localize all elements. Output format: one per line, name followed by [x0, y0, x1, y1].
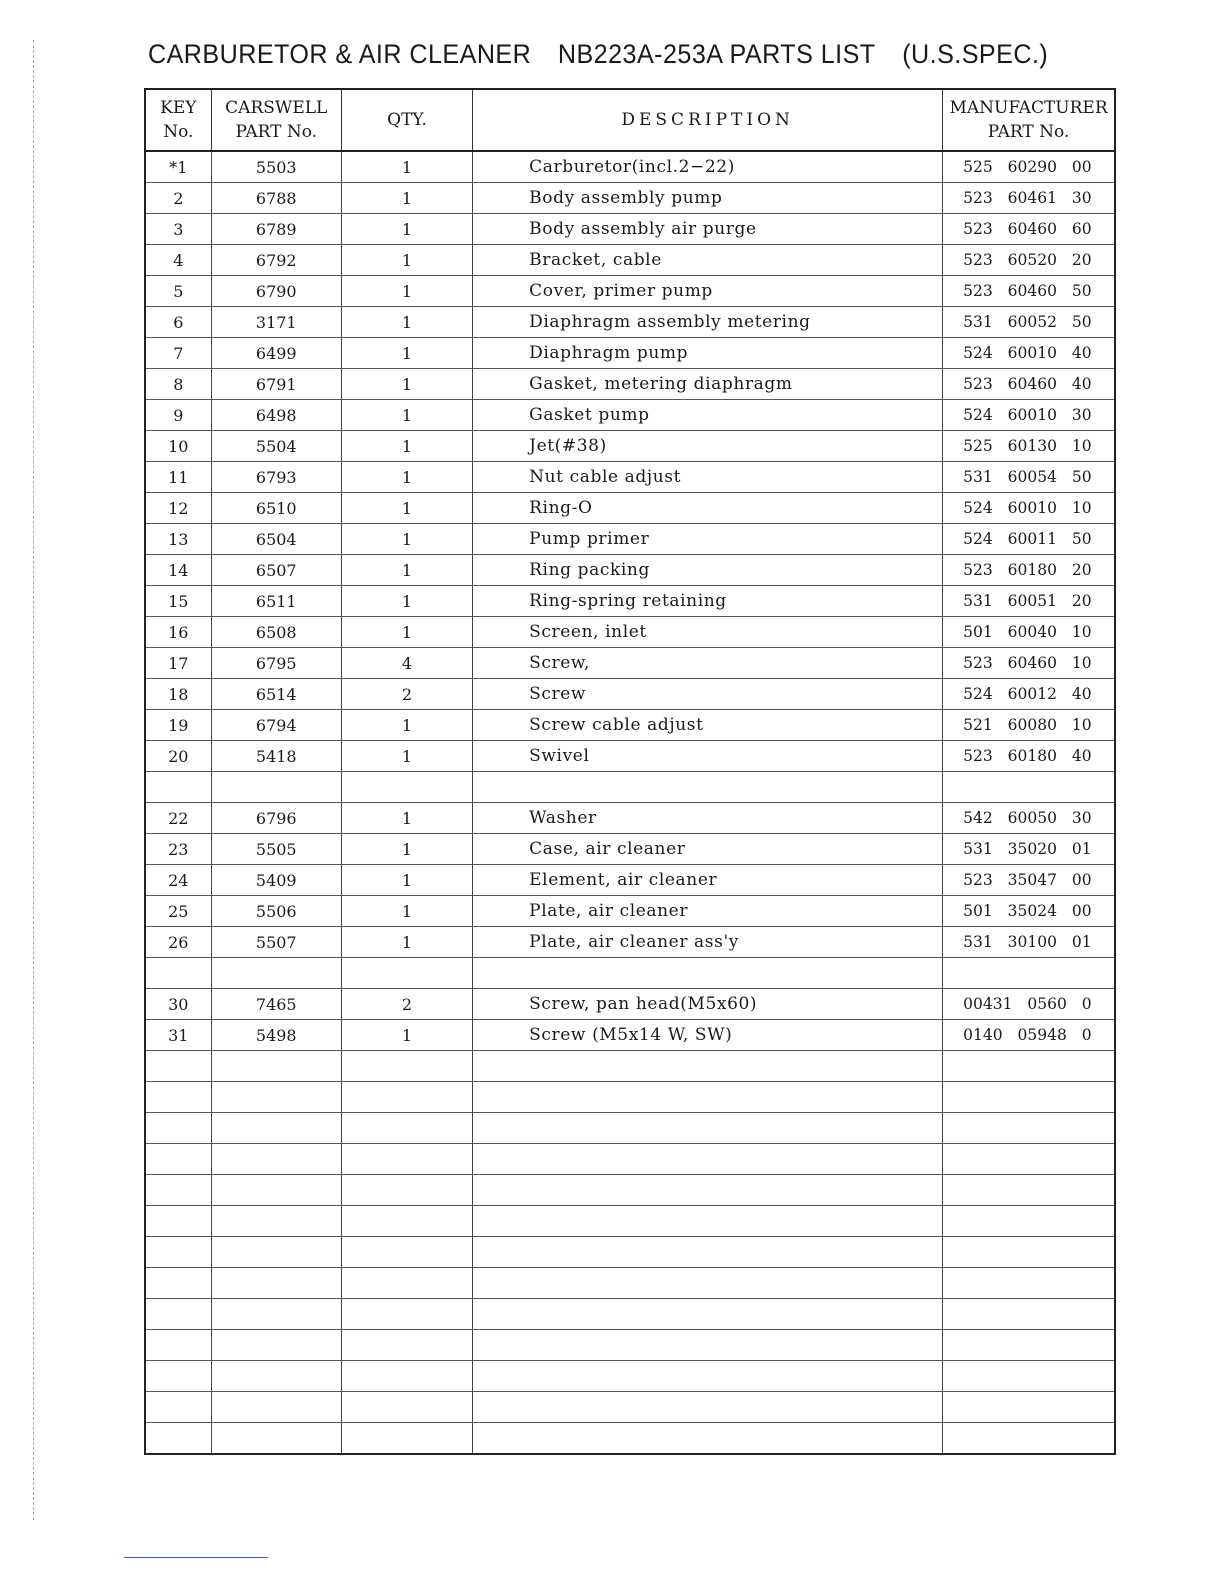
key-no-cell: 4 [145, 245, 211, 276]
key-no-cell: 13 [145, 524, 211, 555]
key-no-cell [145, 1206, 211, 1237]
description-cell [473, 1299, 943, 1330]
key-no-cell: 9 [145, 400, 211, 431]
key-no-cell [145, 1113, 211, 1144]
qty-cell: 1 [341, 400, 472, 431]
carswell-part-cell [211, 1051, 341, 1082]
manufacturer-part-cell [943, 1175, 1115, 1206]
description-cell: Carburetor(incl.2−22) [473, 151, 943, 183]
table-row [145, 524, 1115, 555]
key-no-cell: 23 [145, 834, 211, 865]
key-no-cell [145, 1392, 211, 1423]
qty-cell [341, 1206, 472, 1237]
carswell-part-cell: 6791 [211, 369, 341, 400]
manufacturer-part-cell: 521 60080 10 [943, 710, 1115, 741]
parts-table [144, 88, 1116, 1455]
description-cell: Plate, air cleaner [473, 896, 943, 927]
qty-cell [341, 1423, 472, 1455]
footer-rule [124, 1557, 268, 1558]
table-row [145, 896, 1115, 927]
table-row [145, 1206, 1115, 1237]
manufacturer-part-cell: 501 35024 00 [943, 896, 1115, 927]
key-no-cell: 15 [145, 586, 211, 617]
table-row [145, 865, 1115, 896]
qty-cell [341, 958, 472, 989]
manufacturer-part-cell: 525 60130 10 [943, 431, 1115, 462]
carswell-part-cell: 6510 [211, 493, 341, 524]
key-no-cell: 5 [145, 276, 211, 307]
key-no-cell: 10 [145, 431, 211, 462]
description-cell: Ring-spring retaining [473, 586, 943, 617]
manufacturer-part-cell [943, 1237, 1115, 1268]
table-row [145, 1330, 1115, 1361]
description-cell: Element, air cleaner [473, 865, 943, 896]
manufacturer-part-cell: 523 60461 30 [943, 183, 1115, 214]
manufacturer-part-cell [943, 1299, 1115, 1330]
qty-cell: 1 [341, 307, 472, 338]
qty-cell: 1 [341, 276, 472, 307]
qty-cell [341, 1268, 472, 1299]
carswell-part-cell: 6790 [211, 276, 341, 307]
manufacturer-part-cell: 531 60054 50 [943, 462, 1115, 493]
qty-cell: 1 [341, 493, 472, 524]
carswell-part-cell [211, 1330, 341, 1361]
table-row [145, 1051, 1115, 1082]
qty-cell: 1 [341, 1020, 472, 1051]
carswell-part-cell [211, 1082, 341, 1113]
carswell-part-cell: 6789 [211, 214, 341, 245]
carswell-part-cell [211, 1423, 341, 1455]
table-row [145, 307, 1115, 338]
table-row [145, 214, 1115, 245]
manufacturer-part-cell: 523 35047 00 [943, 865, 1115, 896]
manufacturer-part-cell: 531 35020 01 [943, 834, 1115, 865]
header-key-line2: No. [163, 122, 194, 142]
table-row [145, 1082, 1115, 1113]
carswell-part-cell: 6788 [211, 183, 341, 214]
manufacturer-part-cell [943, 1113, 1115, 1144]
key-no-cell [145, 1237, 211, 1268]
description-cell: Diaphragm assembly metering [473, 307, 943, 338]
description-cell [473, 1237, 943, 1268]
qty-cell: 2 [341, 989, 472, 1020]
manufacturer-part-cell: 524 60011 50 [943, 524, 1115, 555]
manufacturer-part-cell: 524 60010 40 [943, 338, 1115, 369]
key-no-cell [145, 958, 211, 989]
table-row [145, 772, 1115, 803]
parts-table-body [145, 151, 1115, 1454]
description-cell: Body assembly pump [473, 183, 943, 214]
table-row [145, 1175, 1115, 1206]
table-row [145, 1392, 1115, 1423]
header-mfr-line2: PART No. [987, 122, 1070, 142]
table-row [145, 1361, 1115, 1392]
manufacturer-part-cell: 542 60050 30 [943, 803, 1115, 834]
description-cell: Pump primer [473, 524, 943, 555]
description-cell: Diaphragm pump [473, 338, 943, 369]
qty-cell [341, 1299, 472, 1330]
manufacturer-part-cell: 523 60460 50 [943, 276, 1115, 307]
carswell-part-cell: 6508 [211, 617, 341, 648]
carswell-part-cell: 3171 [211, 307, 341, 338]
table-row [145, 462, 1115, 493]
key-no-cell [145, 1423, 211, 1455]
description-cell: Gasket pump [473, 400, 943, 431]
manufacturer-part-cell: 531 60051 20 [943, 586, 1115, 617]
title-model: NB223A-253A PARTS LIST [557, 38, 876, 69]
key-no-cell: 7 [145, 338, 211, 369]
qty-cell: 1 [341, 431, 472, 462]
table-row [145, 555, 1115, 586]
carswell-part-cell: 6514 [211, 679, 341, 710]
table-row [145, 369, 1115, 400]
key-no-cell [145, 1268, 211, 1299]
qty-cell [341, 1144, 472, 1175]
table-row [145, 1020, 1115, 1051]
page-title [148, 36, 1048, 72]
description-cell [473, 772, 943, 803]
table-row [145, 431, 1115, 462]
key-no-cell [145, 1175, 211, 1206]
key-no-cell: 22 [145, 803, 211, 834]
key-no-cell: *1 [145, 151, 211, 183]
qty-cell: 1 [341, 555, 472, 586]
carswell-part-cell: 5507 [211, 927, 341, 958]
carswell-part-cell: 6793 [211, 462, 341, 493]
qty-cell: 1 [341, 710, 472, 741]
description-cell [473, 1423, 943, 1455]
key-no-cell: 8 [145, 369, 211, 400]
table-row [145, 183, 1115, 214]
header-part-line1: CARSWELL [225, 98, 328, 118]
key-no-cell: 12 [145, 493, 211, 524]
description-cell: Screen, inlet [473, 617, 943, 648]
description-cell [473, 1113, 943, 1144]
table-row [145, 1299, 1115, 1330]
description-cell [473, 1206, 943, 1237]
carswell-part-cell: 5498 [211, 1020, 341, 1051]
table-row [145, 617, 1115, 648]
carswell-part-cell: 6794 [211, 710, 341, 741]
key-no-cell [145, 772, 211, 803]
key-no-cell [145, 1299, 211, 1330]
description-cell [473, 1268, 943, 1299]
description-cell: Bracket, cable [473, 245, 943, 276]
table-row [145, 834, 1115, 865]
scan-edge-mark [33, 40, 34, 1520]
table-row [145, 276, 1115, 307]
qty-cell: 1 [341, 586, 472, 617]
qty-cell [341, 1175, 472, 1206]
description-cell [473, 958, 943, 989]
qty-cell: 1 [341, 183, 472, 214]
carswell-part-cell [211, 1237, 341, 1268]
table-row [145, 338, 1115, 369]
key-no-cell: 19 [145, 710, 211, 741]
title-section: CARBURETOR & AIR CLEANER [148, 38, 532, 69]
carswell-part-cell [211, 1361, 341, 1392]
qty-cell [341, 1113, 472, 1144]
header-key-line1: KEY [160, 98, 197, 118]
table-row [145, 648, 1115, 679]
header-key-no [145, 89, 211, 151]
carswell-part-cell [211, 1175, 341, 1206]
table-row [145, 679, 1115, 710]
description-cell [473, 1082, 943, 1113]
manufacturer-part-cell: 523 60180 20 [943, 555, 1115, 586]
table-row [145, 245, 1115, 276]
manufacturer-part-cell: 523 60460 40 [943, 369, 1115, 400]
key-no-cell: 16 [145, 617, 211, 648]
qty-cell: 1 [341, 214, 472, 245]
manufacturer-part-cell [943, 1082, 1115, 1113]
qty-cell: 1 [341, 617, 472, 648]
key-no-cell: 18 [145, 679, 211, 710]
carswell-part-cell [211, 958, 341, 989]
table-row [145, 927, 1115, 958]
qty-cell: 1 [341, 803, 472, 834]
carswell-part-cell: 6796 [211, 803, 341, 834]
table-row [145, 1423, 1115, 1455]
header-mfr-line1: MANUFACTURER [949, 98, 1108, 118]
key-no-cell [145, 1330, 211, 1361]
key-no-cell: 30 [145, 989, 211, 1020]
carswell-part-cell: 6511 [211, 586, 341, 617]
key-no-cell: 25 [145, 896, 211, 927]
carswell-part-cell: 5418 [211, 741, 341, 772]
manufacturer-part-cell: 523 60520 20 [943, 245, 1115, 276]
description-cell: Swivel [473, 741, 943, 772]
manufacturer-part-cell [943, 772, 1115, 803]
carswell-part-cell [211, 1268, 341, 1299]
table-row [145, 1237, 1115, 1268]
header-qty: QTY. [341, 89, 472, 151]
qty-cell [341, 1082, 472, 1113]
qty-cell: 1 [341, 865, 472, 896]
key-no-cell [145, 1144, 211, 1175]
title-spec: (U.S.SPEC.) [902, 38, 1049, 69]
description-cell: Screw, pan head(M5x60) [473, 989, 943, 1020]
carswell-part-cell: 5503 [211, 151, 341, 183]
qty-cell [341, 772, 472, 803]
carswell-part-cell [211, 1144, 341, 1175]
table-row [145, 400, 1115, 431]
qty-cell [341, 1051, 472, 1082]
table-row [145, 493, 1115, 524]
carswell-part-cell [211, 1299, 341, 1330]
key-no-cell [145, 1082, 211, 1113]
qty-cell: 1 [341, 896, 472, 927]
qty-cell [341, 1392, 472, 1423]
manufacturer-part-cell: 0140 05948 0 [943, 1020, 1115, 1051]
table-row [145, 803, 1115, 834]
carswell-part-cell: 5505 [211, 834, 341, 865]
table-row [145, 958, 1115, 989]
qty-cell: 1 [341, 741, 472, 772]
carswell-part-cell [211, 1206, 341, 1237]
manufacturer-part-cell: 523 60180 40 [943, 741, 1115, 772]
carswell-part-cell: 5409 [211, 865, 341, 896]
manufacturer-part-cell: 524 60010 30 [943, 400, 1115, 431]
key-no-cell: 14 [145, 555, 211, 586]
qty-cell: 4 [341, 648, 472, 679]
manufacturer-part-cell [943, 1361, 1115, 1392]
table-row [145, 1268, 1115, 1299]
description-cell: Ring-O [473, 493, 943, 524]
manufacturer-part-cell: 531 60052 50 [943, 307, 1115, 338]
carswell-part-cell [211, 1392, 341, 1423]
key-no-cell: 3 [145, 214, 211, 245]
qty-cell: 1 [341, 834, 472, 865]
key-no-cell: 2 [145, 183, 211, 214]
description-cell: Body assembly air purge [473, 214, 943, 245]
manufacturer-part-cell [943, 958, 1115, 989]
description-cell [473, 1361, 943, 1392]
header-description: DESCRIPTION [473, 89, 943, 151]
carswell-part-cell: 6795 [211, 648, 341, 679]
description-cell [473, 1144, 943, 1175]
key-no-cell [145, 1361, 211, 1392]
carswell-part-cell: 6504 [211, 524, 341, 555]
key-no-cell: 20 [145, 741, 211, 772]
manufacturer-part-cell: 523 60460 60 [943, 214, 1115, 245]
qty-cell [341, 1361, 472, 1392]
table-row [145, 151, 1115, 183]
carswell-part-cell: 6499 [211, 338, 341, 369]
manufacturer-part-cell: 523 60460 10 [943, 648, 1115, 679]
description-cell [473, 1330, 943, 1361]
qty-cell: 1 [341, 245, 472, 276]
description-cell: Screw, [473, 648, 943, 679]
carswell-part-cell [211, 1113, 341, 1144]
description-cell: Jet(#38) [473, 431, 943, 462]
header-part-line2: PART No. [235, 122, 318, 142]
header-carswell-part-no [211, 89, 341, 151]
manufacturer-part-cell [943, 1330, 1115, 1361]
description-cell: Case, air cleaner [473, 834, 943, 865]
table-row [145, 710, 1115, 741]
manufacturer-part-cell: 525 60290 00 [943, 151, 1115, 183]
carswell-part-cell: 5506 [211, 896, 341, 927]
qty-cell [341, 1237, 472, 1268]
manufacturer-part-cell: 524 60010 10 [943, 493, 1115, 524]
key-no-cell: 11 [145, 462, 211, 493]
table-row [145, 989, 1115, 1020]
table-header-row [145, 89, 1115, 151]
qty-cell: 1 [341, 524, 472, 555]
description-cell: Screw cable adjust [473, 710, 943, 741]
description-cell: Plate, air cleaner ass'y [473, 927, 943, 958]
description-cell [473, 1175, 943, 1206]
manufacturer-part-cell: 531 30100 01 [943, 927, 1115, 958]
qty-cell: 1 [341, 927, 472, 958]
description-cell: Cover, primer pump [473, 276, 943, 307]
manufacturer-part-cell: 524 60012 40 [943, 679, 1115, 710]
description-cell: Ring packing [473, 555, 943, 586]
table-row [145, 586, 1115, 617]
carswell-part-cell: 6792 [211, 245, 341, 276]
carswell-part-cell: 6498 [211, 400, 341, 431]
manufacturer-part-cell [943, 1423, 1115, 1455]
manufacturer-part-cell [943, 1206, 1115, 1237]
manufacturer-part-cell: 501 60040 10 [943, 617, 1115, 648]
manufacturer-part-cell [943, 1392, 1115, 1423]
description-cell: Nut cable adjust [473, 462, 943, 493]
qty-cell: 1 [341, 151, 472, 183]
qty-cell [341, 1330, 472, 1361]
table-row [145, 741, 1115, 772]
description-cell: Gasket, metering diaphragm [473, 369, 943, 400]
key-no-cell: 26 [145, 927, 211, 958]
table-row [145, 1144, 1115, 1175]
manufacturer-part-cell [943, 1268, 1115, 1299]
table-row [145, 1113, 1115, 1144]
key-no-cell: 17 [145, 648, 211, 679]
description-cell [473, 1051, 943, 1082]
carswell-part-cell: 5504 [211, 431, 341, 462]
qty-cell: 1 [341, 338, 472, 369]
key-no-cell: 6 [145, 307, 211, 338]
key-no-cell: 24 [145, 865, 211, 896]
manufacturer-part-cell: 00431 0560 0 [943, 989, 1115, 1020]
carswell-part-cell [211, 772, 341, 803]
qty-cell: 1 [341, 462, 472, 493]
manufacturer-part-cell [943, 1051, 1115, 1082]
description-cell: Washer [473, 803, 943, 834]
header-manufacturer-part-no [943, 89, 1115, 151]
key-no-cell [145, 1051, 211, 1082]
description-cell: Screw (M5x14 W, SW) [473, 1020, 943, 1051]
qty-cell: 1 [341, 369, 472, 400]
carswell-part-cell: 6507 [211, 555, 341, 586]
manufacturer-part-cell [943, 1144, 1115, 1175]
description-cell: Screw [473, 679, 943, 710]
qty-cell: 2 [341, 679, 472, 710]
carswell-part-cell: 7465 [211, 989, 341, 1020]
description-cell [473, 1392, 943, 1423]
key-no-cell: 31 [145, 1020, 211, 1051]
